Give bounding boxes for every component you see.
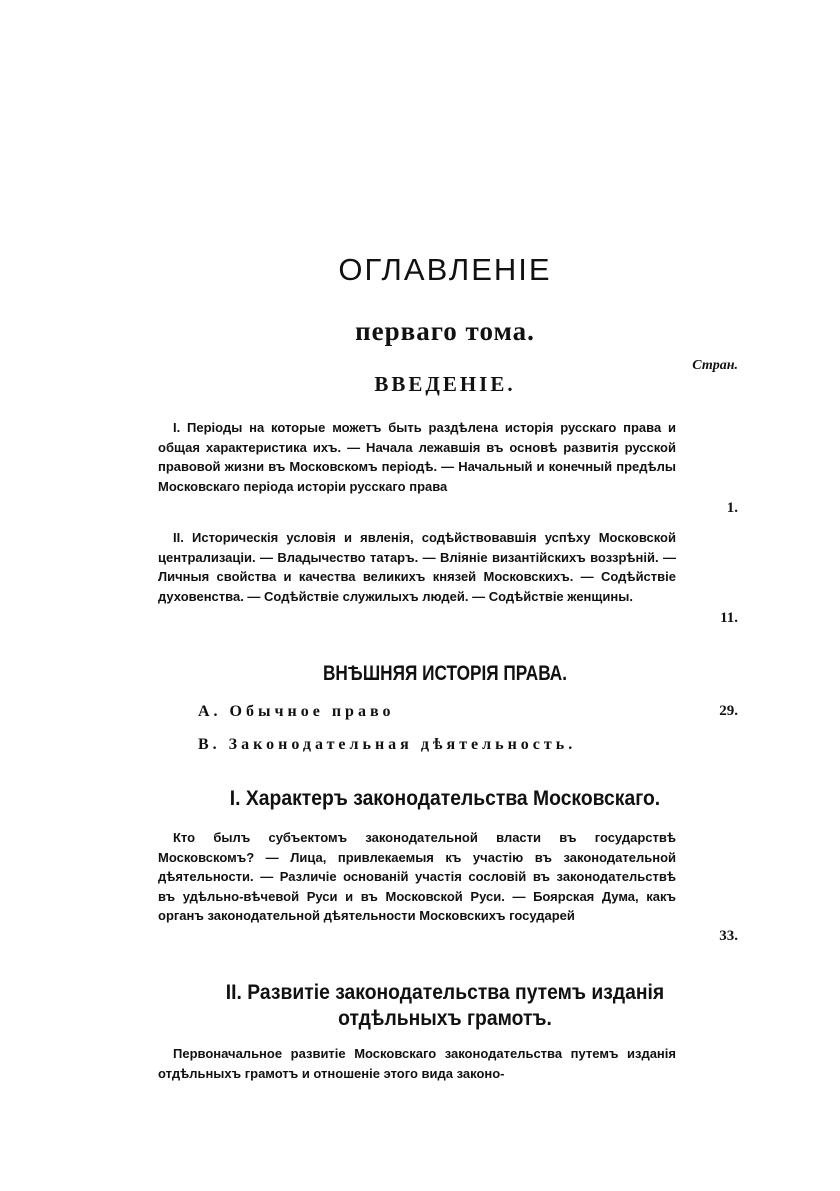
toc-entry-page: 1. (726, 500, 738, 516)
toc-entry-page: 11. (720, 610, 738, 626)
toc-item-legislative-activity: B. Законодательная дѣятельность. (198, 736, 577, 753)
toc-entry-text: Кто былъ субъектомъ законодательной власти въ государствѣ Московскомъ? — Лица, привлекаемыя къ участію въ законодательной дѣятельности. — Различіе основаній участія сословій въ законодательствѣ въ удѣльно-вѣчевой Руси и въ Московской Руси. — Боярская Дума, какъ органъ законодательной дѣятельности Московскихъ государей (158, 830, 676, 923)
toc-entry-text: II. Историческія условія и явленія, содѣйствовавшія успѣху Московской централизаціи. — Владычество татаръ. — Вліяніе византійскихъ воззрѣній. — Личныя свойства и качества великихъ князей Московскихъ. — Содѣйствіе духовенства. — Содѣйствіе служилыхъ людей. — Содѣйствіе женщины. (158, 530, 676, 604)
chapter-1-heading: I. Характеръ законодательства Московскаго. (229, 787, 661, 810)
toc-entry-intro-2 (158, 528, 676, 606)
toc-entry-page: 33. (719, 928, 738, 944)
toc-entry-intro-1 (158, 418, 676, 496)
chapter-2-heading-line-2: отдѣльныхъ грамотъ. (338, 1007, 552, 1030)
toc-item-customary-law: A. Обычное право (198, 703, 395, 720)
toc-entry-chapter-2 (158, 1044, 676, 1083)
toc-entry-page: 29. (719, 703, 738, 719)
toc-entry-chapter-1 (158, 828, 676, 926)
page-column-label: Стран. (692, 358, 738, 373)
page-title: ОГЛАВЛЕНІЕ (338, 252, 552, 287)
toc-entry-text: Первоначальное развитіе Московскаго законодательства путемъ изданія отдѣльныхъ грамотъ и отношеніе этого вида законо- (158, 1046, 676, 1081)
page-subtitle: перваго тома. (355, 316, 535, 346)
chapter-2-heading-line-1: II. Развитіе законодательства путемъ изданія (225, 981, 665, 1004)
toc-entry-text: I. Періоды на которые можетъ быть раздѣлена исторія русскаго права и общая характеристика ихъ. — Начала лежавшія въ основѣ развитія русской правовой жизни въ Московскомъ періодѣ. — Начальный и конечный предѣлы Московскаго періода исторіи русскаго права (158, 420, 676, 494)
intro-heading: ВВЕДЕНІЕ. (374, 372, 516, 396)
external-history-heading: ВНѢШНЯЯ ИСТОРІЯ ПРАВА. (322, 662, 568, 685)
